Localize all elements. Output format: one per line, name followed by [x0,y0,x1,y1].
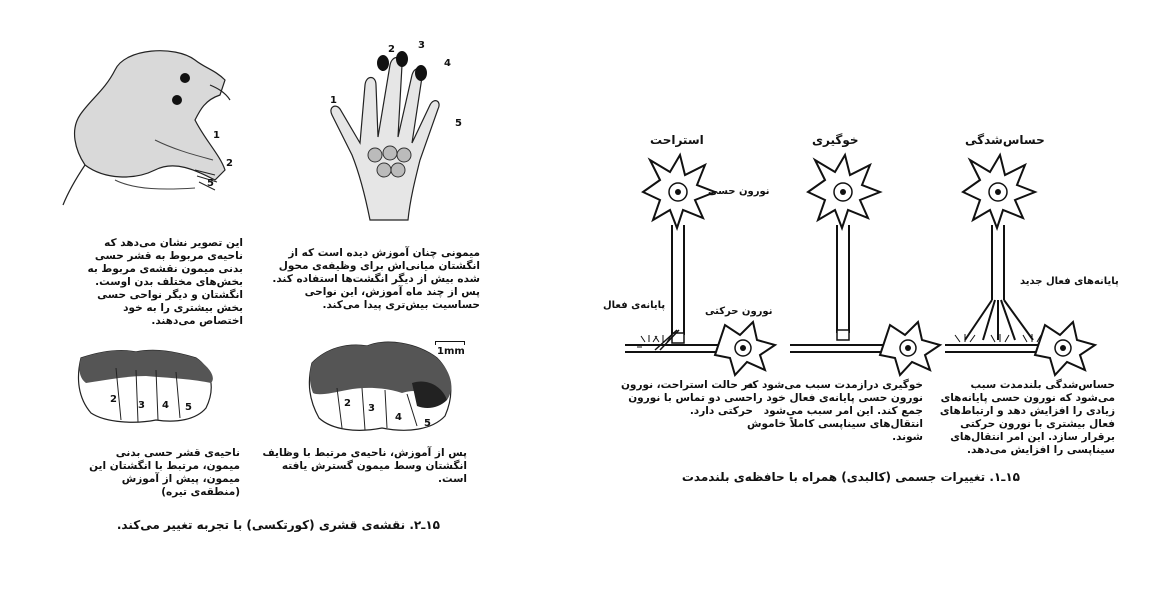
hand-finger-number: 5 [455,118,462,129]
monkey-finger-number: 5 [207,178,214,189]
monkey-caption: این تصویر نشان می‌دهد که ناحیه‌ی مربوط به قشر حسی بدنی میمون نقشه‌ی مربوط به بخش‌های مختلف بدن اوست. انگشتان و دیگر نواحی حسی بخش بیشتری را به خود اختصاص می‌دهند. [87,237,243,327]
hand-finger-number: 4 [444,58,451,69]
map-after-number: 2 [344,398,351,409]
label-motor-neuron: نورون حرکتی [705,306,773,317]
map-before-number: 2 [110,394,117,405]
cortical-map-after [307,338,457,438]
panel-heading-habituation: خوگیری [812,133,859,147]
map-before-number: 5 [185,402,192,413]
monkey-finger-number: 1 [213,130,220,141]
right-figure-title: ۱۵ـ۱. تغییرات جسمی (کالبدی) همراه با حافظه‌ی بلندمدت [681,470,1020,484]
scale-label: 1mm [437,346,465,357]
label-sensory-neuron: نورون حسی [708,186,770,197]
map-after-number: 3 [368,403,375,414]
map-before-number: 4 [162,400,169,411]
panel-heading-rest: استراحت [650,133,704,147]
hand-caption: میمونی چنان آموزش دیده است که از انگشتان میانی‌اش برای وظیفه‌ی محول شده بیش از دیگر انگشت‌ها استفاده کند. پس از چند ماه آموزش، این نواحی حساسیت بیش‌تری پیدا می‌کند. [272,247,480,311]
neuron-diagram-habituation [780,150,950,380]
cortical-map-before [76,348,216,428]
label-active-terminal: پایانه‌ی فعال [603,300,666,311]
caption-rest: در حالت استراحت، نورون حسی دو تماس با نورون حرکتی دارد. [620,379,753,417]
left-figure-title: ۱۵ـ۲. نقشه‌ی قشری (کورتکسی) با تجربه تغییر می‌کند. [116,518,440,532]
hand-finger-number: 3 [418,40,425,51]
map-before-caption: ناحیه‌ی قشر حسی بدنی میمون، مرتبط با انگشتان این میمون، پیش از آموزش (منطقه‌ی تیره) [89,447,240,498]
map-after-caption: پس از آموزش، ناحیه‌ی مرتبط با وظایف انگشتان وسط میمون گسترش یافته است. [262,447,467,485]
neuron-diagram-sensitization [935,150,1105,380]
map-after-number: 5 [424,418,431,429]
caption-sensitization: حساس‌شدگی بلندمدت سبب می‌شود که نورون حسی پایانه‌های زیادی را افزایش دهد و ارتباط‌های فعال بیشتری با نورون حرکتی برقرار سازد. این امر انتقال‌های سیناپسی را افزایش می‌دهد. [939,379,1115,456]
hand-finger-number: 2 [388,44,395,55]
map-before-number: 3 [138,400,145,411]
hand-illustration [320,45,460,225]
scale-bar [435,341,465,345]
neuron-diagram-rest [615,150,785,380]
monkey-finger-number: 2 [226,158,233,169]
hand-finger-number: 1 [330,95,337,106]
map-after-number: 4 [395,412,402,423]
caption-habituation: خوگیری درازمدت سبب می‌شود که نورون حسی پایانه‌ی فعال خود را جمع کند. این امر سبب می‌شود انتقال‌های سیناپسی کاملاً خاموش شوند. [745,379,923,443]
label-new-active-terminals: پایانه‌های فعال جدید [1020,276,1119,287]
panel-heading-sensitization: حساس‌شدگی [965,133,1045,147]
